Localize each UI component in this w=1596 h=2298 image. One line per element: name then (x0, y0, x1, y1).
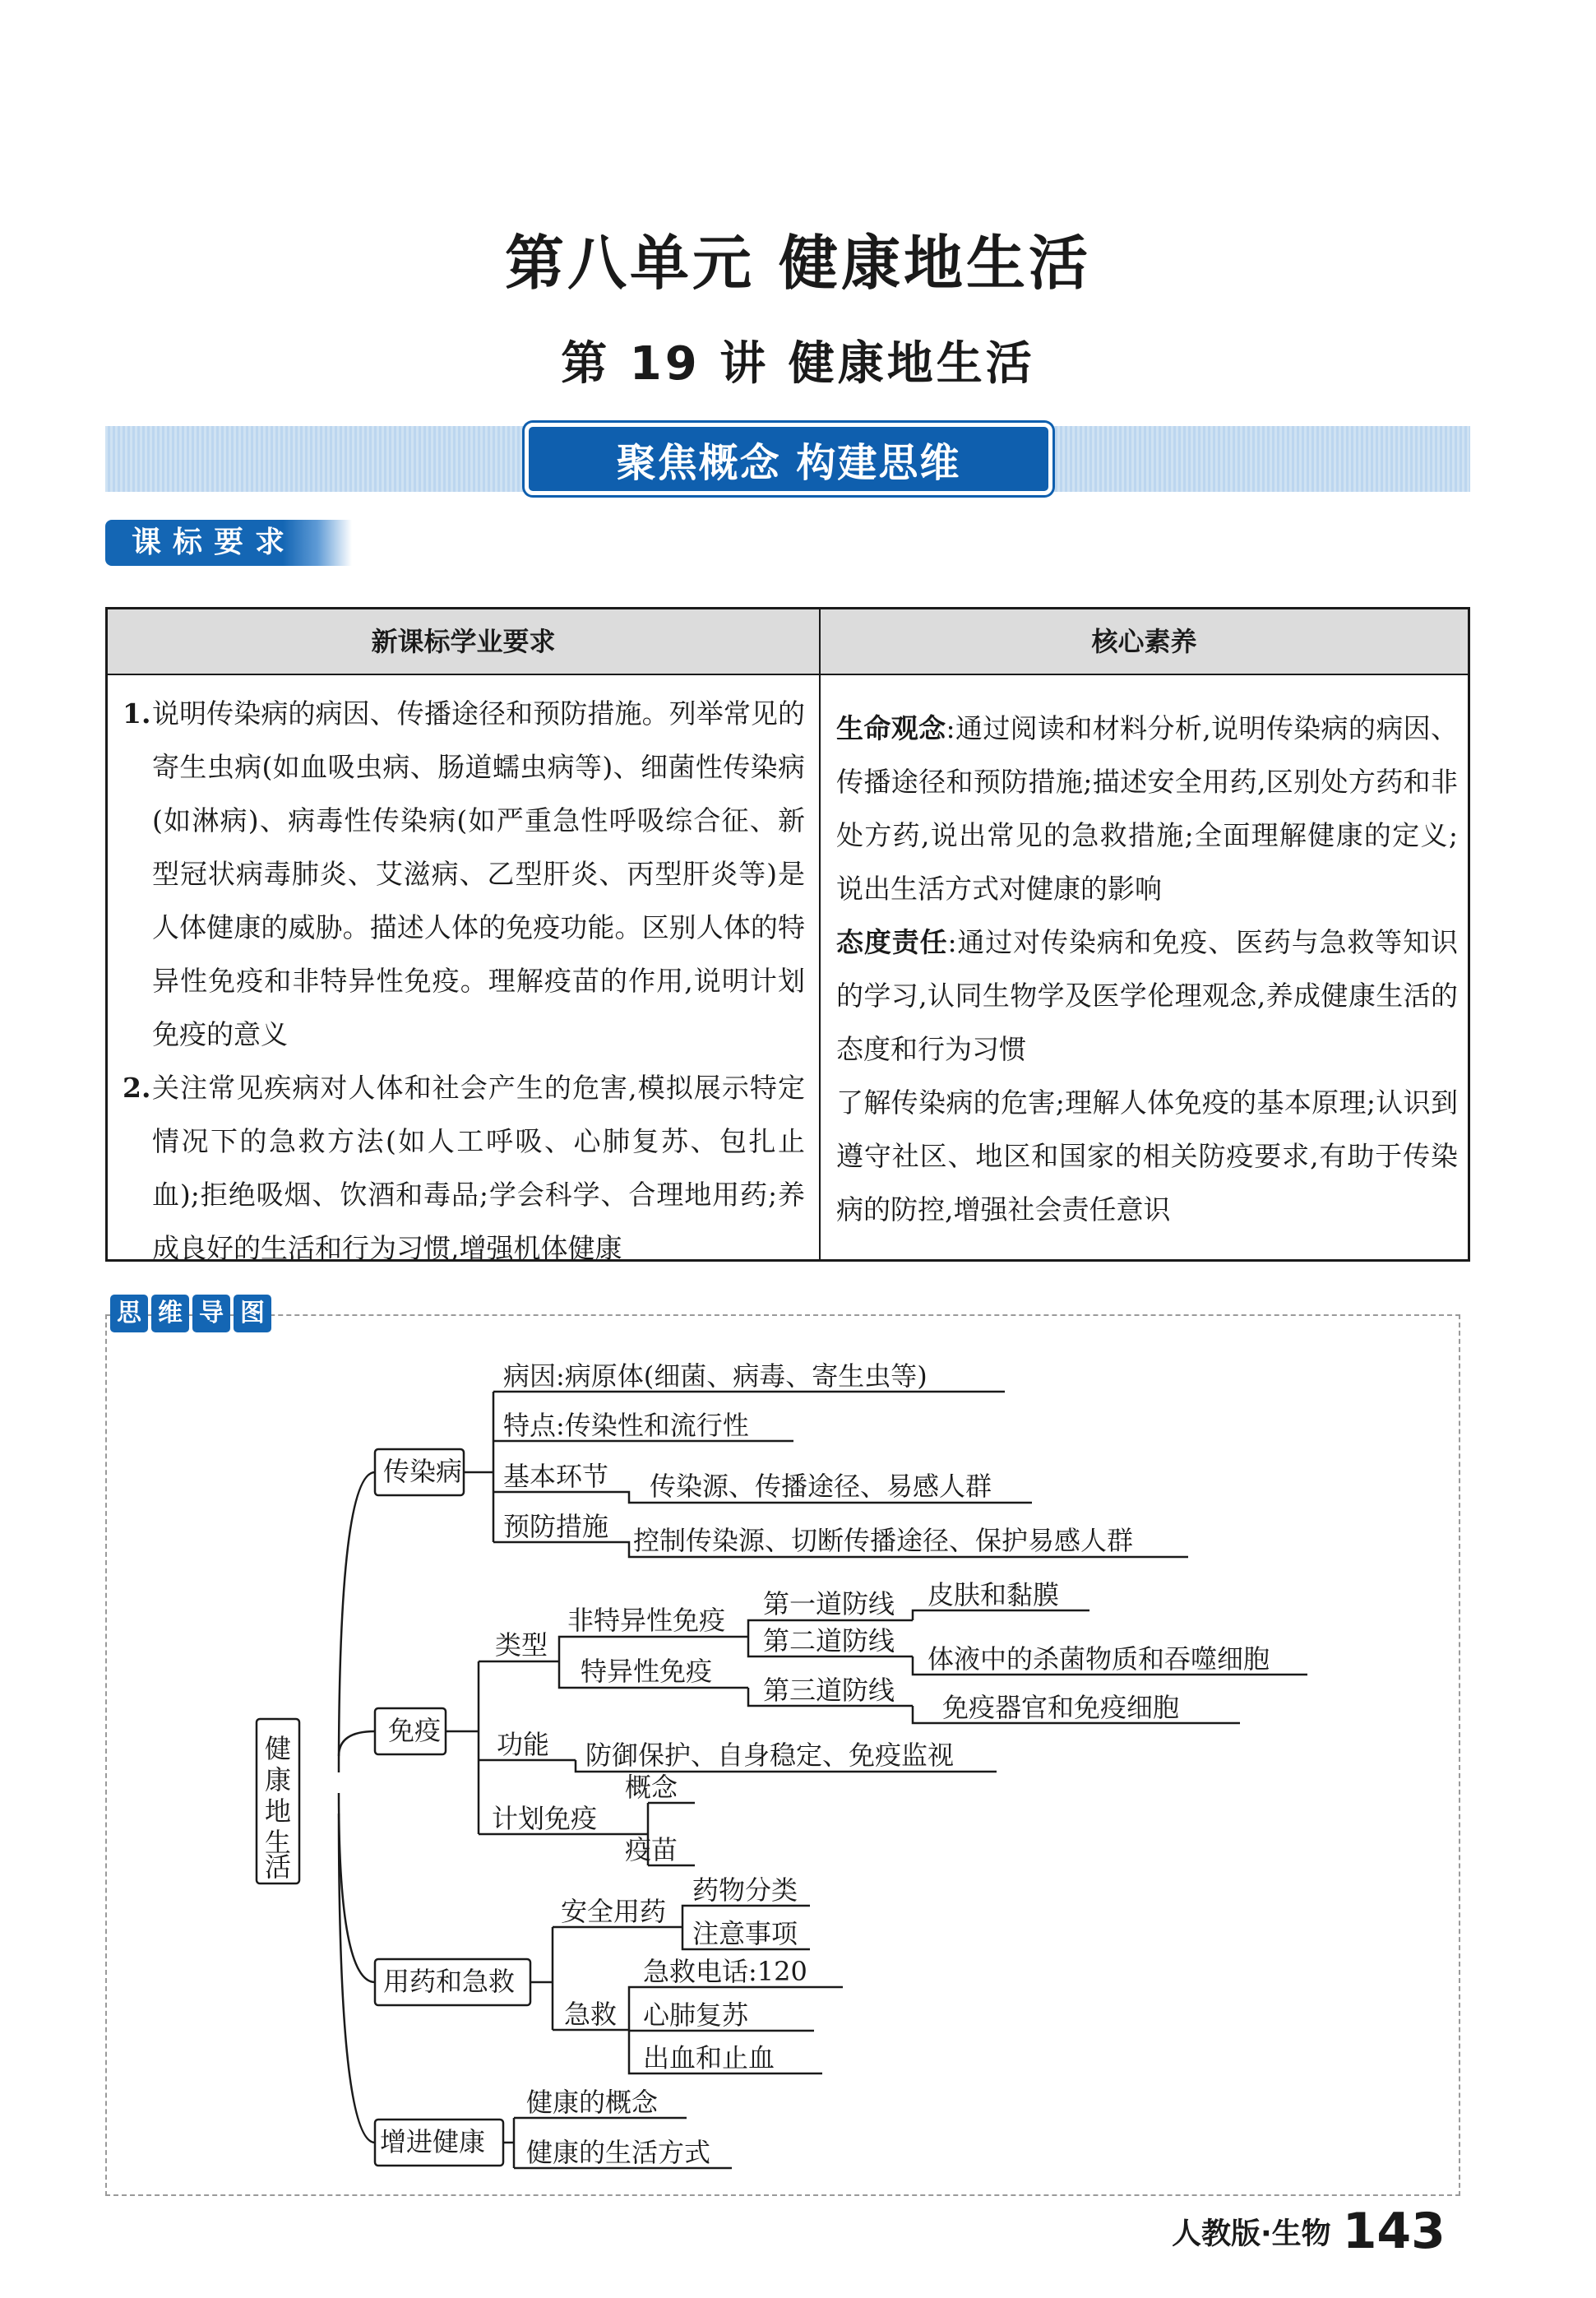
node-nonspecific: 非特异性免疫 (567, 1605, 726, 1636)
branch-infectious: 传染病 (383, 1456, 463, 1487)
node-safe-medicine: 安全用药 (561, 1896, 667, 1927)
node-line1-content: 皮肤和黏膜 (928, 1579, 1060, 1610)
root-char: 康 (264, 1764, 292, 1795)
competency-key: 态度责任 (836, 926, 948, 958)
competency-text: :通过对传染病和免疫、医药与急救等知识的学习,认同生物学及医学伦理观念,养成健康生活的态度和行为习惯 (836, 926, 1458, 1065)
root-char: 地 (264, 1795, 292, 1827)
competency-key: 生命观念 (836, 712, 946, 744)
table-header-requirements: 新课标学业要求 (108, 609, 821, 675)
branch-health: 增进健康 (380, 2126, 486, 2157)
node-plan-vaccine: 疫苗 (625, 1834, 678, 1865)
mindmap-tag-char: 图 (234, 1295, 271, 1332)
table-header-competencies: 核心素养 (821, 609, 1468, 675)
node-cause: 病因:病原体(细菌、病毒、寄生虫等) (503, 1360, 928, 1392)
node-line3-content: 免疫器官和免疫细胞 (942, 1692, 1180, 1723)
node-phone: 急救电话:120 (643, 1956, 807, 1987)
node-prev: 控制传染源、切断传播途径、保护易感人群 (633, 1525, 1134, 1556)
mindmap-tag-char: 思 (110, 1295, 148, 1332)
node-specific: 特异性免疫 (581, 1656, 713, 1687)
node-prev-label: 预防措施 (503, 1511, 609, 1542)
node-cpr: 心肺复苏 (643, 1999, 749, 2031)
node-function: 功能 (497, 1729, 550, 1760)
lesson-title: 第 19 讲 健康地生活 (561, 337, 1035, 391)
node-health-concept: 健康的概念 (526, 2087, 659, 2118)
node-plan: 计划免疫 (492, 1803, 598, 1834)
edition-label: 人教版·生物 (1172, 2217, 1331, 2251)
mindmap-tag-char: 导 (192, 1295, 230, 1332)
requirement-number: 1. (123, 697, 151, 730)
node-line2: 第二道防线 (763, 1625, 895, 1656)
competency-text: :通过阅读和材料分析,说明传染病的病因、传播途径和预防措施;描述安全用药,区别处方药和非处方药,说出常见的急救措施;全面理解健康的定义;说出生活方式对健康的影响 (836, 712, 1459, 905)
section-banner-title: 聚焦概念 构建思维 (525, 423, 1052, 495)
root-char: 生 (264, 1827, 292, 1858)
mindmap-boxes (257, 1449, 530, 2166)
page-footer (1172, 2203, 1446, 2260)
node-precautions: 注意事项 (692, 1918, 798, 1949)
branch-immunity: 免疫 (388, 1715, 442, 1746)
mindmap-tag-char: 维 (151, 1295, 189, 1332)
node-plan-concept: 概念 (625, 1772, 678, 1803)
node-line2-content: 体液中的杀菌物质和吞噬细胞 (928, 1643, 1270, 1675)
node-links: 传染源、传播途径、易感人群 (650, 1471, 992, 1502)
node-drug-class: 药物分类 (692, 1874, 798, 1906)
requirement-number: 2. (123, 1072, 151, 1104)
mindmap-text (265, 1360, 1270, 2168)
root-char: 健 (264, 1733, 292, 1764)
node-bleeding: 出血和止血 (643, 2042, 775, 2073)
page-number: 143 (1342, 2203, 1446, 2260)
node-first-aid: 急救 (564, 1999, 618, 2030)
node-links-label: 基本环节 (503, 1461, 609, 1492)
branch-medicine: 用药和急救 (383, 1966, 516, 1997)
requirement-text: 关注常见疾病对人体和社会产生的危害,模拟展示特定情况下的急救方法(如人工呼吸、心肺复苏、包扎止血);拒绝吸烟、饮酒和毒品;学会科学、合理地用药;养成良好的生活和行为习惯,增强机体健康 (152, 1072, 805, 1264)
unit-title: 第八单元 健康地生活 (504, 229, 1092, 298)
requirement-text: 说明传染病的病因、传播途径和预防措施。列举常见的寄生虫病(如血吸虫病、肠道蠕虫病等)、细菌性传染病(如淋病)、病毒性传染病(如严重急性呼吸综合征、新型冠状病毒肺炎、艾滋病、乙型肝炎、丙型肝炎等)是人体健康的威胁。描述人体的免疫功能。区别人体的特异性免疫和非特异性免疫。理解疫苗的作用,说明计划免疫的意义 (152, 697, 805, 1050)
node-function-content: 防御保护、自身稳定、免疫监视 (585, 1740, 955, 1771)
node-line3: 第三道防线 (763, 1675, 895, 1706)
competency-social: 了解传染病的危害;理解人体免疫的基本原理;认识到遵守社区、地区和国家的相关防疫要求,有助于传染病的防控,增强社会责任意识 (836, 1086, 1458, 1225)
root-char: 活 (264, 1851, 292, 1883)
node-type: 类型 (495, 1629, 548, 1661)
node-feature: 特点:传染性和流行性 (503, 1410, 749, 1441)
node-health-lifestyle: 健康的生活方式 (526, 2137, 711, 2168)
curriculum-tag: 课标要求 (105, 520, 352, 566)
mindmap-connectors (339, 1392, 1307, 2168)
node-line1: 第一道防线 (763, 1588, 895, 1619)
